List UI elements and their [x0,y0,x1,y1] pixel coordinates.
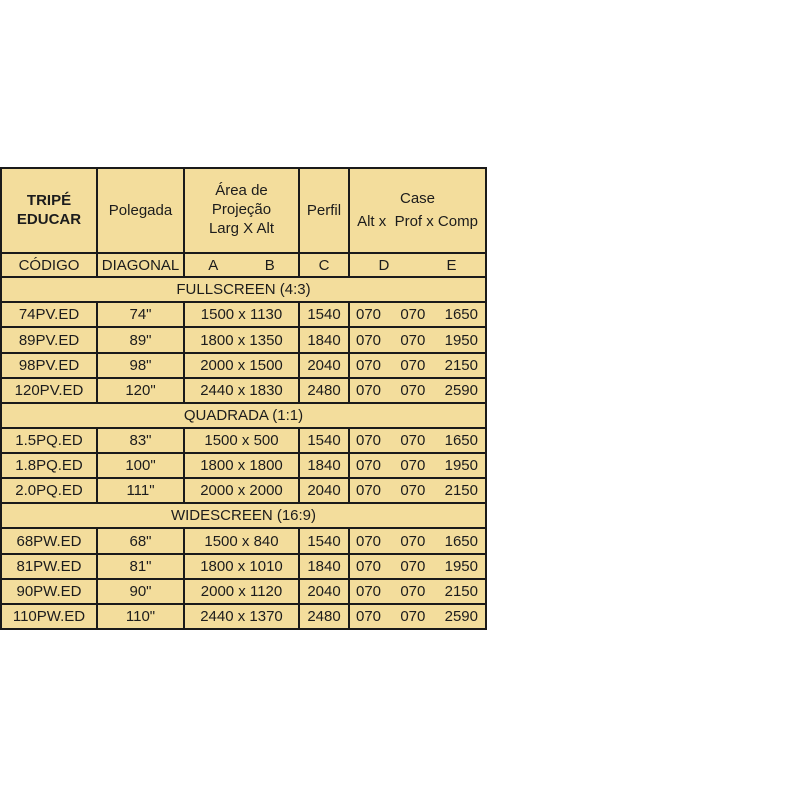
cell-case-prof: 070 [400,482,426,500]
cell-diagonal: 110" [97,604,184,629]
cell-case-comp: 2150 [444,356,478,374]
cell-case [349,604,486,629]
cell-perfil: 1840 [299,327,349,352]
table-row [1,528,486,553]
cell-case-prof: 070 [400,607,426,625]
header-area-line3: Larg X Alt [208,219,275,237]
cell-case-comp: 2590 [444,607,478,625]
cell-case [349,478,486,503]
header-perfil: Perfil [299,168,349,253]
cell-case-alt: 070 [356,557,382,575]
table-row [1,579,486,604]
cell-code: 89PV.ED [1,327,97,352]
table-row [1,378,486,403]
table-row [1,353,486,378]
code-label-b: B [264,256,275,274]
cell-case-comp: 2150 [444,582,478,600]
cell-code: 90PW.ED [1,579,97,604]
cell-case-alt: 070 [356,532,382,550]
header-case-title: Case [399,189,436,207]
cell-perfil: 2480 [299,604,349,629]
code-label-a: A [208,256,219,274]
cell-diagonal: 89" [97,327,184,352]
cell-case [349,453,486,478]
cell-case-alt: 070 [356,381,382,399]
cell-area: 2440 x 1370 [184,604,299,629]
cell-case-alt: 070 [356,582,382,600]
cell-case-comp: 1950 [444,457,478,475]
table-row [1,453,486,478]
cell-case [349,554,486,579]
cell-code: 120PV.ED [1,378,97,403]
cell-case-alt: 070 [356,356,382,374]
cell-diagonal: 98" [97,353,184,378]
table-row [1,478,486,503]
cell-perfil: 2480 [299,378,349,403]
code-row [1,253,486,277]
code-label-codigo: CÓDIGO [1,253,97,277]
cell-code: 68PW.ED [1,528,97,553]
cell-case [349,579,486,604]
cell-diagonal: 74" [97,302,184,327]
cell-diagonal: 111" [97,478,184,503]
section-row [1,403,486,428]
cell-diagonal: 90" [97,579,184,604]
cell-case-comp: 1950 [444,331,478,349]
header-row [1,168,486,253]
cell-case [349,528,486,553]
cell-case-comp: 1650 [444,532,478,550]
cell-case-prof: 070 [400,432,426,450]
cell-perfil: 2040 [299,579,349,604]
header-educar: EDUCAR [16,210,82,228]
spec-table [0,167,487,630]
cell-case-alt: 070 [356,306,382,324]
cell-code: 1.5PQ.ED [1,428,97,453]
cell-area: 2000 x 2000 [184,478,299,503]
cell-diagonal: 68" [97,528,184,553]
cell-area: 2000 x 1500 [184,353,299,378]
table-row [1,428,486,453]
cell-case-prof: 070 [400,331,426,349]
cell-diagonal: 83" [97,428,184,453]
cell-area: 1500 x 1130 [184,302,299,327]
cell-case-prof: 070 [400,532,426,550]
cell-code: 1.8PQ.ED [1,453,97,478]
cell-case-prof: 070 [400,356,426,374]
cell-area: 2000 x 1120 [184,579,299,604]
cell-case-prof: 070 [400,557,426,575]
code-label-diagonal: DIAGONAL [97,253,184,277]
cell-case-alt: 070 [356,432,382,450]
cell-case [349,327,486,352]
cell-area: 1800 x 1350 [184,327,299,352]
cell-case-comp: 2150 [444,482,478,500]
code-label-c: C [299,253,349,277]
cell-perfil: 2040 [299,353,349,378]
cell-case-prof: 070 [400,306,426,324]
cell-case-prof: 070 [400,582,426,600]
header-area-line2: Projeção [211,201,272,219]
section-title: WIDESCREEN (16:9) [1,503,486,528]
cell-case-prof: 070 [400,381,426,399]
table-row [1,327,486,352]
header-area-line1: Área de [215,182,268,200]
cell-area: 2440 x 1830 [184,378,299,403]
cell-area: 1500 x 500 [184,428,299,453]
section-title: FULLSCREEN (4:3) [1,277,486,302]
header-polegada: Polegada [97,168,184,253]
section-row [1,277,486,302]
code-label-ab [184,253,299,277]
code-label-d: D [378,256,390,274]
cell-case-alt: 070 [356,331,382,349]
cell-case-alt: 070 [356,457,382,475]
table-row [1,604,486,629]
code-label-e: E [446,256,457,274]
cell-case-alt: 070 [356,607,382,625]
cell-area: 1800 x 1800 [184,453,299,478]
header-case-dims: Alt x Prof x Comp [357,212,478,230]
cell-case [349,428,486,453]
cell-code: 98PV.ED [1,353,97,378]
section-row [1,503,486,528]
section-title: QUADRADA (1:1) [1,403,486,428]
cell-case [349,353,486,378]
cell-case-comp: 2590 [444,381,478,399]
cell-case [349,302,486,327]
cell-diagonal: 81" [97,554,184,579]
cell-perfil: 1840 [299,453,349,478]
cell-code: 74PV.ED [1,302,97,327]
cell-case-comp: 1650 [444,432,478,450]
cell-code: 81PW.ED [1,554,97,579]
cell-area: 1800 x 1010 [184,554,299,579]
header-area-projecao [184,168,299,253]
cell-perfil: 1540 [299,428,349,453]
cell-case-alt: 070 [356,482,382,500]
cell-perfil: 2040 [299,478,349,503]
table-row [1,554,486,579]
code-label-de [349,253,486,277]
cell-diagonal: 100" [97,453,184,478]
cell-diagonal: 120" [97,378,184,403]
cell-case [349,378,486,403]
table-row [1,302,486,327]
cell-case-prof: 070 [400,457,426,475]
cell-perfil: 1540 [299,528,349,553]
header-tripe: TRIPÉ [26,191,72,209]
header-case [349,168,486,253]
cell-code: 110PW.ED [1,604,97,629]
cell-case-comp: 1650 [444,306,478,324]
cell-area: 1500 x 840 [184,528,299,553]
cell-perfil: 1840 [299,554,349,579]
cell-perfil: 1540 [299,302,349,327]
cell-case-comp: 1950 [444,557,478,575]
cell-code: 2.0PQ.ED [1,478,97,503]
header-tripe-educar [1,168,97,253]
